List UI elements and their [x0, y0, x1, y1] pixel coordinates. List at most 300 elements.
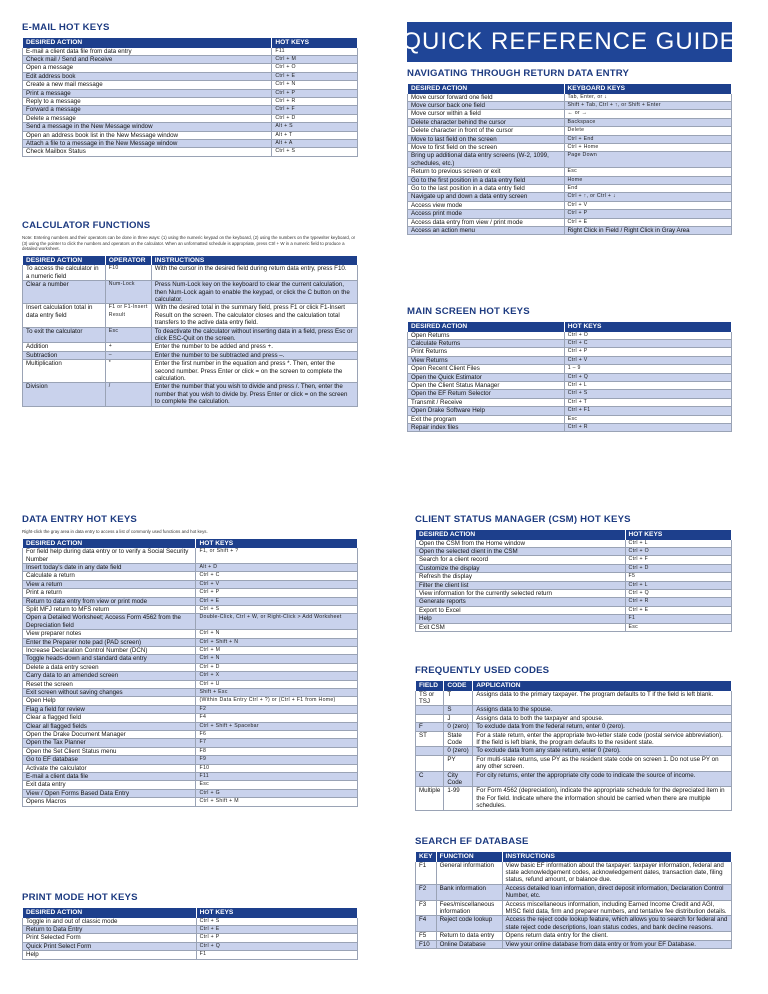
table-cell: F5: [625, 573, 731, 581]
table-cell: Ctrl + S: [196, 918, 357, 926]
table-cell: Ctrl + N: [272, 81, 358, 89]
table-row: [408, 332, 732, 340]
table-cell: For a state return, enter the appropriate two-letter state code (postal service abbreviation). If the field is left blank, the program defaults to the resident state.: [473, 731, 732, 747]
table-cell: Alt + T: [272, 131, 358, 139]
table-cell: End: [564, 184, 732, 192]
table-cell: –: [105, 351, 151, 359]
table-cell: Esc: [105, 327, 151, 343]
table-row: [23, 614, 358, 630]
table-cell: Ctrl + M: [196, 646, 358, 654]
table-cell: Ctrl + Home: [564, 143, 732, 151]
table-row: [416, 589, 732, 597]
table-row: [23, 360, 358, 383]
table-cell: F10: [196, 764, 358, 772]
table-cell: Ctrl + O: [625, 547, 731, 555]
table-cell: Ctrl + N: [196, 630, 358, 638]
page-banner: QUICK REFERENCE GUIDE: [407, 22, 732, 62]
table-cell: Open the Client Status Manager: [408, 381, 565, 389]
table-cell: Enter the number to be subtracted and press –.: [151, 351, 357, 359]
table-cell: Ctrl + O: [564, 332, 731, 340]
table-cell: Opens Macros: [23, 798, 196, 806]
table-cell: Exit screen without saving changes: [23, 689, 196, 697]
table-row: [416, 556, 732, 564]
table-cell: Multiple: [416, 787, 444, 810]
table-row: [23, 705, 358, 713]
table-cell: Ctrl + N: [196, 655, 358, 663]
table-cell: Shift + Tab, Ctrl + ↑, or Shift + Enter: [564, 101, 732, 109]
table-cell: Open the Quick Estimator: [408, 373, 565, 381]
table-cell: Ctrl + E: [272, 72, 358, 80]
table-cell: Enter the Preparer note pad (PAD screen): [23, 638, 196, 646]
table-cell: Alt + S: [272, 123, 358, 131]
column-header: DESIRED ACTION: [408, 322, 565, 332]
table-cell: [416, 755, 444, 771]
table-cell: Search for a client record: [416, 556, 626, 564]
email-hotkeys-table: [22, 37, 358, 157]
table-cell: Delete a message: [23, 114, 272, 122]
table-cell: F7: [196, 739, 358, 747]
table-cell: Ctrl + D: [272, 114, 358, 122]
table-cell: View basic EF information about the taxpayer: taxpayer information, federal and state acknowledgement codes, acknowledgement dates, transaction date, filing status, refund amount, or balance due.: [502, 862, 732, 885]
table-cell: Ctrl + R: [272, 97, 358, 105]
table-cell: Enter the number that you wish to divide and press /. Then, enter the number that you wish to divide by. Press Enter or click = on the screen to complete the calculation.: [151, 383, 357, 406]
table-cell: E-mail a client data file: [23, 773, 196, 781]
table-cell: Ctrl + E: [625, 606, 731, 614]
table-cell: Ctrl + R: [564, 423, 731, 431]
table-cell: City Code: [444, 771, 473, 787]
table-row: [416, 714, 732, 722]
table-row: [23, 918, 358, 926]
table-row: [23, 689, 358, 697]
table-cell: Generate reports: [416, 598, 626, 606]
table-cell: Ctrl + V: [564, 201, 732, 209]
column-header: HOT KEYS: [272, 38, 358, 48]
ef-database-table: [415, 851, 732, 949]
table-cell: Delete a data entry screen: [23, 663, 196, 671]
table-cell: Page Down: [564, 152, 732, 168]
table-cell: Move cursor back one field: [408, 101, 565, 109]
table-cell: Clear a number: [23, 281, 106, 304]
table-row: [416, 706, 732, 714]
table-cell: Clear all flagged fields: [23, 722, 196, 730]
table-row: [23, 123, 358, 131]
table-cell: Open Recent Client Files: [408, 365, 565, 373]
table-cell: Ctrl + Shift + M: [196, 798, 358, 806]
table-row: [416, 581, 732, 589]
table-row: [23, 563, 358, 571]
column-header: FIELD: [416, 681, 444, 691]
table-cell: Addition: [23, 343, 106, 351]
table-cell: Ctrl + F1: [564, 407, 731, 415]
column-header: DESIRED ACTION: [23, 255, 106, 265]
table-cell: C: [416, 771, 444, 787]
print-mode-table: [22, 907, 358, 960]
table-cell: F10: [105, 265, 151, 280]
table-cell: F1: [416, 862, 437, 885]
data-entry-table: [22, 538, 358, 807]
table-cell: Calculate a return: [23, 572, 196, 580]
table-cell: Export to Excel: [416, 606, 626, 614]
table-cell: Ctrl + X: [196, 672, 358, 680]
table-cell: Go to EF database: [23, 756, 196, 764]
table-cell: Reject code lookup: [436, 916, 502, 932]
table-row: [408, 110, 732, 118]
table-cell: E-mail a client data file from data entry: [23, 48, 272, 56]
table-row: [408, 218, 732, 226]
table-cell: Double-Click, Ctrl + W, or Right-Click > Add Worksheet: [196, 614, 358, 630]
calculator-note: Note: Entering numbers and their operators can be done in three ways: (1) using the numeric keypad on the keyboard, (2) using the numbers on the typewriter keyboard, or (3) using the pointer to click the numbers and operators on the calculator. When an unformatted schedule is appropriate, press Ctrl + W in a numeric field to produce a detailed worksheet.: [22, 235, 356, 252]
table-cell: F4: [416, 916, 437, 932]
table-cell: Ctrl + P: [196, 589, 358, 597]
table-cell: Shift + Esc: [196, 689, 358, 697]
table-cell: Ctrl + L: [625, 540, 731, 548]
table-cell: Ctrl + U: [196, 680, 358, 688]
table-cell: Customize the display: [416, 564, 626, 572]
table-cell: ST: [416, 731, 444, 747]
table-cell: Open the Tax Planner: [23, 739, 196, 747]
table-row: [23, 281, 358, 304]
table-cell: State Code: [444, 731, 473, 747]
table-row: [23, 789, 358, 797]
table-cell: Esc: [564, 415, 731, 423]
table-cell: Print a message: [23, 89, 272, 97]
table-row: [416, 615, 732, 623]
table-row: [408, 143, 732, 151]
table-cell: F9: [196, 756, 358, 764]
table-cell: Ctrl + End: [564, 135, 732, 143]
table-cell: Access an action menu: [408, 227, 565, 235]
table-row: [416, 598, 732, 606]
table-row: [416, 862, 732, 885]
table-cell: [416, 706, 444, 714]
table-cell: View information for the currently selected return: [416, 589, 626, 597]
table-cell: Ctrl + V: [564, 356, 731, 364]
table-cell: *: [105, 360, 151, 383]
table-cell: Access miscellaneous information, including Earned Income Credit and AGI, MISC field data, firm and preparer numbers, and tentative fee distribution details.: [502, 900, 732, 916]
table-row: [408, 193, 732, 201]
table-row: [23, 697, 358, 705]
table-cell: Ctrl + C: [564, 339, 731, 347]
table-row: [416, 564, 732, 572]
table-row: [23, 343, 358, 351]
data-entry-title: DATA ENTRY HOT KEYS: [22, 514, 138, 525]
codes-section: [415, 665, 732, 811]
table-row: [23, 934, 358, 942]
table-cell: Exit data entry: [23, 781, 196, 789]
table-cell: Ctrl + F: [272, 106, 358, 114]
table-cell: Assigns data to both the taxpayer and spouse.: [473, 714, 732, 722]
column-header: HOT KEYS: [625, 530, 731, 540]
table-cell: Quick Print Select Form: [23, 942, 197, 950]
navigation-table: [407, 83, 732, 235]
table-row: [408, 415, 732, 423]
table-cell: To exclude data from the federal return, enter 0 (zero).: [473, 723, 732, 731]
table-cell: Access print mode: [408, 210, 565, 218]
table-cell: Move to last field on the screen: [408, 135, 565, 143]
table-cell: Ctrl + S: [272, 148, 358, 156]
table-cell: F10: [416, 940, 437, 948]
table-cell: Enter the first number in the equation and press *. Then, enter the second number. Press Enter or click = on the screen to complete the calculation.: [151, 360, 357, 383]
table-row: [408, 176, 732, 184]
table-cell: Esc: [625, 623, 731, 631]
table-cell: Ctrl + E: [196, 597, 358, 605]
table-cell: Bank information: [436, 884, 502, 900]
table-cell: Ctrl + E: [196, 925, 357, 933]
table-row: [416, 606, 732, 614]
table-row: [23, 97, 358, 105]
codes-title: FREQUENTLY USED CODES: [415, 665, 550, 676]
column-header: DESIRED ACTION: [23, 38, 272, 48]
table-cell: Open the EF Return Selector: [408, 390, 565, 398]
table-cell: Move to first field on the screen: [408, 143, 565, 151]
table-cell: Toggle heads-down and standard data entry: [23, 655, 196, 663]
column-header: CODE: [444, 681, 473, 691]
column-header: FUNCTION: [436, 852, 502, 862]
table-cell: Exit the program: [408, 415, 565, 423]
table-row: [408, 390, 732, 398]
table-cell: Ctrl + S: [564, 390, 731, 398]
table-cell: Carry data to an amended screen: [23, 672, 196, 680]
table-cell: Ctrl + P: [272, 89, 358, 97]
table-cell: Help: [23, 951, 197, 959]
table-header-row: [416, 530, 732, 540]
table-row: [23, 925, 358, 933]
table-cell: Enter the number to be added and press +.: [151, 343, 357, 351]
table-row: [408, 201, 732, 209]
table-cell: For multi-state returns, use PY as the resident state code on screen 1. Do not use PY on any other screen.: [473, 755, 732, 771]
table-cell: For field help during data entry or to verify a Social Security Number: [23, 548, 196, 563]
table-header-row: [408, 322, 732, 332]
print-mode-title: PRINT MODE HOT KEYS: [22, 892, 138, 903]
table-cell: View preparer notes: [23, 630, 196, 638]
table-cell: Clear a flagged field: [23, 714, 196, 722]
table-row: [408, 94, 732, 102]
data-entry-section: [22, 514, 358, 807]
table-cell: Access the reject code lookup feature, which allows you to search for federal and state reject code descriptions, loan status codes, and bank decline reasons.: [502, 916, 732, 932]
table-row: [23, 630, 358, 638]
table-cell: Assigns data to the primary taxpayer. The program defaults to T if the field is left blank.: [473, 691, 732, 706]
table-cell: J: [444, 714, 473, 722]
table-cell: F5: [416, 932, 437, 940]
table-row: [23, 580, 358, 588]
table-cell: Transmit / Receive: [408, 398, 565, 406]
table-row: [408, 365, 732, 373]
table-cell: Press Num-Lock key on the keyboard to clear the current calculation, then Num-Lock again to enable the keypad, or click the C button on the calculator.: [151, 281, 357, 304]
table-cell: Open a message: [23, 64, 272, 72]
table-row: [23, 739, 358, 747]
table-cell: Attach a file to a message in the New Message window: [23, 139, 272, 147]
table-cell: General information: [436, 862, 502, 885]
table-cell: Right Click in Field / Right Click in Gray Area: [564, 227, 732, 235]
table-cell: Refresh the display: [416, 573, 626, 581]
table-cell: Assigns data to the spouse.: [473, 706, 732, 714]
table-row: [23, 327, 358, 343]
table-cell: Ctrl + Q: [564, 373, 731, 381]
table-cell: 0 (zero): [444, 723, 473, 731]
table-cell: Delete: [564, 127, 732, 135]
table-row: [23, 64, 358, 72]
table-row: [23, 714, 358, 722]
table-cell: F: [416, 723, 444, 731]
table-row: [408, 184, 732, 192]
table-cell: Insert calculation total in data entry field: [23, 304, 106, 327]
table-cell: Move cursor within a field: [408, 110, 565, 118]
table-row: [408, 398, 732, 406]
table-cell: View a return: [23, 580, 196, 588]
table-cell: Backspace: [564, 118, 732, 126]
table-cell: Send a message in the New Message window: [23, 123, 272, 131]
table-cell: Activate the calculator: [23, 764, 196, 772]
table-cell: Repair index files: [408, 423, 565, 431]
table-cell: Tab, Enter, or ↓: [564, 94, 732, 102]
table-cell: Split MFJ return to MFS return: [23, 605, 196, 613]
table-cell: Check mail / Send and Receive: [23, 55, 272, 63]
table-row: [416, 771, 732, 787]
main-screen-table: [407, 321, 732, 432]
table-cell: Ctrl + Shift + Spacebar: [196, 722, 358, 730]
table-row: [23, 663, 358, 671]
table-row: [23, 756, 358, 764]
table-row: [408, 373, 732, 381]
table-cell: TS or TSJ: [416, 691, 444, 706]
table-row: [408, 348, 732, 356]
table-cell: Forward a message: [23, 106, 272, 114]
table-cell: For city returns, enter the appropriate city code to indicate the source of income.: [473, 771, 732, 787]
table-cell: 1 – 9: [564, 365, 731, 373]
table-cell: Ctrl + Q: [196, 942, 357, 950]
table-row: [416, 884, 732, 900]
data-entry-note: Right-click the gray area in data entry to access a list of commonly used functions and hot keys.: [22, 529, 208, 534]
table-cell: ← or →: [564, 110, 732, 118]
column-header: DESIRED ACTION: [23, 538, 196, 548]
table-cell: Insert today's date in any date field: [23, 563, 196, 571]
table-cell: Ctrl + M: [272, 55, 358, 63]
table-cell: F11: [272, 48, 358, 56]
table-row: [23, 548, 358, 563]
email-hotkeys-title: E-MAIL HOT KEYS: [22, 22, 110, 33]
table-row: [416, 573, 732, 581]
table-cell: Print Selected Form: [23, 934, 197, 942]
table-row: [416, 747, 732, 755]
codes-table: [415, 680, 732, 811]
table-row: [408, 227, 732, 235]
main-screen-section: [407, 306, 732, 432]
table-cell: Fees/miscellaneous information: [436, 900, 502, 916]
table-cell: Access detailed loan information, direct deposit information, Declaration Control Number, etc.: [502, 884, 732, 900]
table-row: [416, 916, 732, 932]
column-header: INSTRUCTIONS: [502, 852, 732, 862]
table-cell: Ctrl + R: [625, 598, 731, 606]
column-header: DESIRED ACTION: [408, 84, 565, 94]
table-cell: Ctrl + T: [564, 398, 731, 406]
table-row: [408, 339, 732, 347]
table-cell: Open Drake Software Help: [408, 407, 565, 415]
table-cell: Create a new mail message: [23, 81, 272, 89]
calculator-title: CALCULATOR FUNCTIONS: [22, 220, 151, 231]
table-cell: Ctrl + L: [625, 581, 731, 589]
table-row: [408, 407, 732, 415]
table-cell: Print a return: [23, 589, 196, 597]
column-header: INSTRUCTIONS: [151, 255, 357, 265]
table-row: [416, 547, 732, 555]
table-cell: +: [105, 343, 151, 351]
calculator-table: [22, 255, 358, 407]
table-row: [23, 131, 358, 139]
table-cell: Ctrl + F: [625, 556, 731, 564]
column-header: HOT KEYS: [564, 322, 731, 332]
table-row: [23, 89, 358, 97]
table-row: [23, 764, 358, 772]
main-screen-title: MAIN SCREEN HOT KEYS: [407, 306, 530, 317]
table-cell: Access data entry from view / print mode: [408, 218, 565, 226]
table-cell: Exit CSM: [416, 623, 626, 631]
table-cell: Print Returns: [408, 348, 565, 356]
csm-title: CLIENT STATUS MANAGER (CSM) HOT KEYS: [415, 514, 631, 525]
table-row: [408, 135, 732, 143]
table-cell: Help: [416, 615, 626, 623]
table-row: [23, 655, 358, 663]
table-cell: To access the calculator in a numeric field: [23, 265, 106, 280]
table-cell: Increase Declaration Control Number (DCN): [23, 646, 196, 654]
table-cell: F11: [196, 773, 358, 781]
table-row: [23, 55, 358, 63]
table-header-row: [23, 538, 358, 548]
table-row: [416, 787, 732, 810]
table-cell: Return to data entry from view or print mode: [23, 597, 196, 605]
table-row: [23, 265, 358, 280]
table-cell: F1 or F1-Insert Result: [105, 304, 151, 327]
column-header: HOT KEYS: [196, 538, 358, 548]
table-cell: Filter the client list: [416, 581, 626, 589]
table-cell: Open Help: [23, 697, 196, 705]
table-cell: Reset the screen: [23, 680, 196, 688]
table-row: [23, 731, 358, 739]
table-cell: Ctrl + C: [196, 572, 358, 580]
table-cell: Ctrl + S: [196, 605, 358, 613]
table-cell: To exit the calculator: [23, 327, 106, 343]
table-cell: To exclude data from any state return, enter 0 (zero).: [473, 747, 732, 755]
column-header: DESIRED ACTION: [416, 530, 626, 540]
table-row: [408, 118, 732, 126]
table-row: [23, 383, 358, 406]
table-cell: View Returns: [408, 356, 565, 364]
table-cell: Ctrl + D: [625, 564, 731, 572]
table-row: [23, 589, 358, 597]
table-row: [23, 106, 358, 114]
table-cell: Ctrl + Shift + N: [196, 638, 358, 646]
table-row: [416, 623, 732, 631]
table-cell: Open a Detailed Worksheet; Access Form 4562 from the Depreciation field: [23, 614, 196, 630]
table-cell: Home: [564, 176, 732, 184]
table-cell: (Within Data Entry Ctrl + ?) or (Ctrl + F1 from Home): [196, 697, 358, 705]
table-row: [408, 356, 732, 364]
column-header: DESIRED ACTION: [23, 908, 197, 918]
table-row: [408, 127, 732, 135]
navigation-title: NAVIGATING THROUGH RETURN DATA ENTRY: [407, 68, 630, 79]
table-row: [23, 304, 358, 327]
table-cell: Ctrl + P: [564, 348, 731, 356]
column-header: OPERATOR: [105, 255, 151, 265]
table-header-row: [416, 852, 732, 862]
table-row: [408, 210, 732, 218]
table-cell: Ctrl + E: [564, 218, 732, 226]
table-cell: Return to data entry: [436, 932, 502, 940]
navigation-section: [407, 68, 732, 235]
table-cell: [416, 714, 444, 722]
table-row: [23, 114, 358, 122]
table-row: [23, 951, 358, 959]
table-row: [23, 646, 358, 654]
